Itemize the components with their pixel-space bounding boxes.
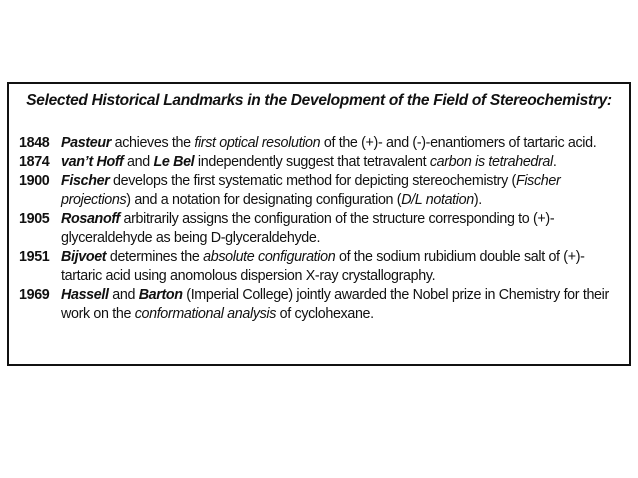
description-line	[61, 286, 623, 305]
landmark-year: 1848	[19, 135, 50, 151]
text-run: Fischer	[515, 173, 561, 189]
description-line	[61, 134, 623, 153]
text-run: D/L notation	[401, 192, 474, 208]
landmark-entry	[19, 153, 623, 172]
landmark-entry	[19, 134, 623, 153]
landmark-year: 1951	[19, 249, 50, 265]
person-name: Hassell	[61, 287, 109, 303]
text-run: ) and a notation for designating configuration (	[126, 192, 402, 208]
panel-title: Selected Historical Landmarks in the Development of the Field of Stereochemistry:	[26, 92, 612, 109]
text-run: glyceraldehyde as being	[61, 230, 211, 246]
text-run: D	[210, 230, 221, 246]
person-name: Bijvoet	[61, 249, 107, 265]
text-run: of the (+)- and (-)-enantiomers of tartaric acid.	[320, 135, 597, 151]
text-run: first optical resolution	[194, 135, 321, 151]
person-name: Rosanoff	[61, 211, 120, 227]
landmark-entry	[19, 172, 623, 210]
text-run: conformational analysis	[134, 306, 277, 322]
text-run: absolute configuration	[203, 249, 336, 265]
text-run: independently suggest that tetravalent	[194, 154, 430, 170]
text-run: determines the	[106, 249, 204, 265]
landmark-entry	[19, 210, 623, 248]
text-run: projections	[61, 192, 127, 208]
text-run: (Imperial College) jointly awarded the Nobel prize in Chemistry for their	[182, 287, 609, 303]
text-run: tartaric acid using anomolous dispersion X-ray crystallography.	[61, 268, 436, 284]
text-run: work on the	[61, 306, 135, 322]
text-run: -glyceraldehyde.	[220, 230, 321, 246]
text-run: of the sodium rubidium double salt of (+)-	[335, 249, 585, 265]
text-run: and	[123, 154, 154, 170]
landmarks-panel	[7, 82, 631, 366]
text-run: arbitrarily assigns the configuration of the structure corresponding to (+)-	[119, 211, 555, 227]
text-run: ).	[473, 192, 482, 208]
landmark-entry	[19, 248, 623, 286]
description-line	[61, 191, 623, 210]
landmark-description	[61, 172, 623, 210]
landmark-year: 1874	[19, 154, 50, 170]
landmark-description	[61, 286, 623, 324]
landmark-description	[61, 153, 623, 172]
person-name: Fischer	[61, 173, 110, 189]
text-run: carbon is tetrahedral	[429, 154, 553, 170]
text-run: achieves the	[111, 135, 195, 151]
person-name: Barton	[138, 287, 183, 303]
landmark-entry	[19, 286, 623, 324]
landmark-description	[61, 134, 623, 153]
person-name: Le Bel	[153, 154, 195, 170]
description-line	[61, 305, 623, 324]
description-line	[61, 172, 623, 191]
landmark-year: 1969	[19, 287, 50, 303]
person-name: Pasteur	[61, 135, 111, 151]
landmark-description	[61, 210, 623, 248]
landmark-list	[19, 134, 623, 324]
description-line	[61, 210, 623, 229]
landmark-year: 1905	[19, 211, 50, 227]
text-run: .	[552, 154, 557, 170]
text-run: and	[108, 287, 139, 303]
description-line	[61, 267, 623, 286]
landmark-description	[61, 248, 623, 286]
person-name: van’t Hoff	[61, 154, 124, 170]
description-line	[61, 153, 623, 172]
landmark-year: 1900	[19, 173, 50, 189]
description-line	[61, 229, 623, 248]
text-run: develops the first systematic method for depicting stereochemistry (	[109, 173, 516, 189]
description-line	[61, 248, 623, 267]
text-run: of cyclohexane.	[276, 306, 374, 322]
